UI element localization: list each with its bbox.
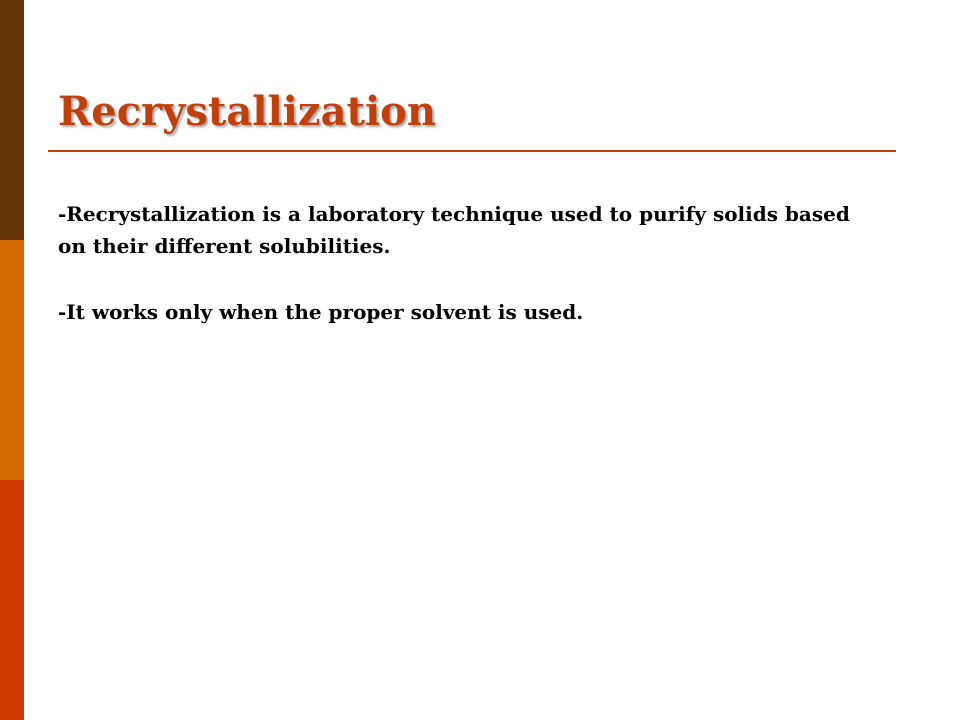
sidebar-band-red-orange [0, 480, 24, 720]
sidebar-band-orange [0, 240, 24, 480]
body-paragraph-definition: -Recrystallization is a laboratory technique used to purify solids based on their different solubilities. [58, 202, 850, 258]
sidebar-accent [0, 0, 24, 720]
title-underline [48, 150, 896, 152]
slide-title: Recrystallization [58, 88, 436, 135]
body-paragraph-solvent: -It works only when the proper solvent is used. [58, 300, 584, 324]
slide-body [58, 198, 878, 356]
sidebar-band-dark-brown [0, 0, 24, 240]
